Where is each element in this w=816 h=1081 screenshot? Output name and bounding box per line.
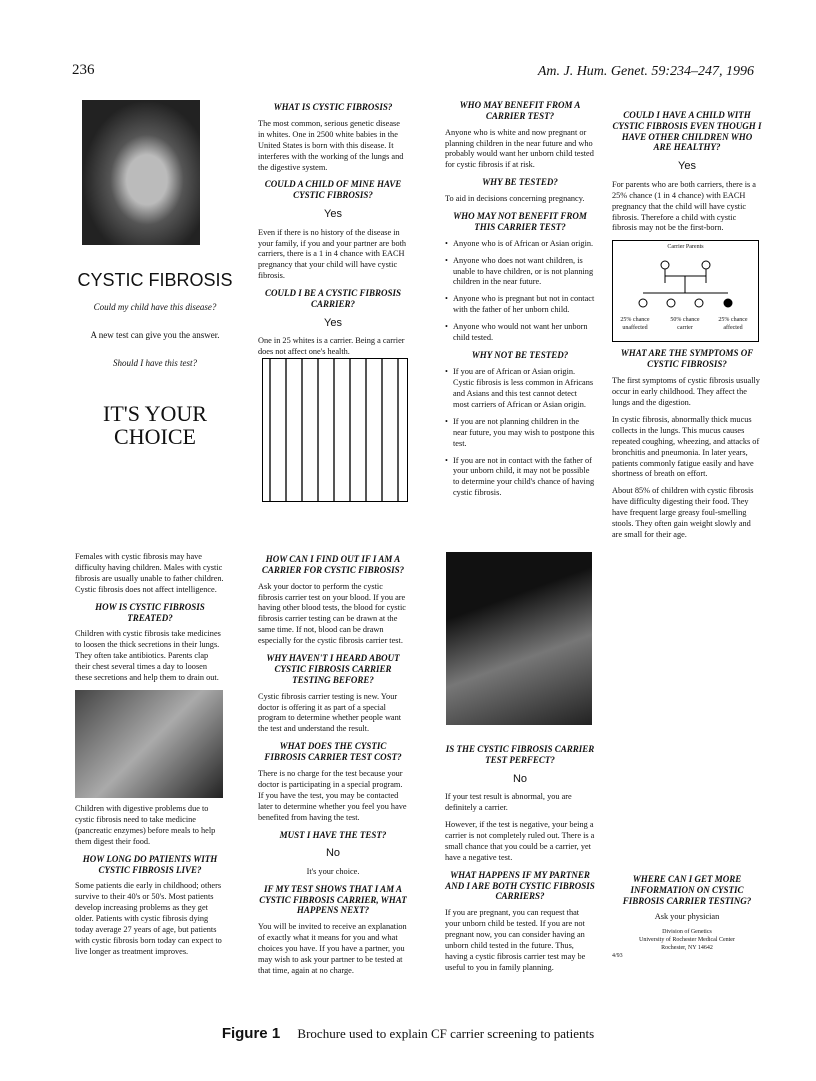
address-line: Rochester, NY 14642 xyxy=(661,945,713,952)
paragraph: About 85% of children with cystic fibrosis have difficulty digesting their food. They have frequent large greasy foul-smelling stools. They often gain weight slowly and are small for their age. xyxy=(612,486,754,540)
cover-choice xyxy=(75,402,235,448)
paragraph: It's your choice. xyxy=(306,866,360,876)
paragraph: One in 25 whites is a carrier. Being a carrier does not affect one's health. xyxy=(258,336,405,357)
paragraph: Some patients die early in childhood; others survive to their 40's or 50's. Most patients develop increasing problems as they get older. Patients with cystic fibrosis dying today average 27 years of age, but patients with cystic fibrosis born today can expect to live longer as treatment improves. xyxy=(75,881,222,956)
heading: IS THE CYSTIC FIBROSIS CARRIER TEST PERFECT? xyxy=(445,744,595,765)
page-number: 236 xyxy=(72,62,95,78)
treatment-photo xyxy=(75,690,223,798)
diagram-label-unaffected: 25% chance unaffected xyxy=(620,317,650,332)
column-2 xyxy=(258,100,408,364)
bullet: • If you are not in contact with the father of your unborn child, it may not be possible to determine your child's chance of having cystic fibrosis. xyxy=(445,456,595,500)
diagram-label-affected: 25% chance affected xyxy=(718,317,748,332)
print-code: 4/93 xyxy=(612,953,623,960)
answer: Yes xyxy=(324,208,342,221)
heading: IF MY TEST SHOWS THAT I AM A CYSTIC FIBROSIS CARRIER, WHAT HAPPENS NEXT? xyxy=(259,883,407,916)
paragraph: The first symptoms of cystic fibrosis usually occur in early childhood. They affect the lungs and the digestion. xyxy=(612,375,760,407)
paragraph: You will be invited to receive an explanation of exactly what it means for you and what choices you have. If you have a partner, you may wish to ask your partner to be tested at that time, again at no charge. xyxy=(258,922,407,976)
paragraph: Even if there is no history of the disease in your family, if you and your partner are both carriers, there is a 1 in 4 chance with EACH pregnancy that your child will have cystic fibrosis. xyxy=(258,227,407,281)
heading: WHAT DOES THE CYSTIC FIBROSIS CARRIER TEST COST? xyxy=(264,741,402,763)
paragraph: If you are pregnant, you can request that your unborn child be tested. If you are not pregnant now, you can consider having an unborn child tested in the future. Thus, having a cystic fibrosis carrier test may be useful to you in family planning. xyxy=(445,908,586,972)
bullet: • If you are not planning children in the near future, you may wish to postpone this test. xyxy=(445,417,595,450)
cover-big-1: IT'S YOUR xyxy=(103,401,207,426)
cover-big-2: CHOICE xyxy=(114,424,196,450)
heading: HOW IS CYSTIC FIBROSIS TREATED? xyxy=(95,601,205,623)
heading: WHERE CAN I GET MORE INFORMATION ON CYSTIC FIBROSIS CARRIER TESTING? xyxy=(622,874,752,906)
diagram-top-label: Carrier Parents xyxy=(667,244,704,251)
figure-caption xyxy=(0,1025,816,1042)
heading: COULD I HAVE A CHILD WITH CYSTIC FIBROSIS EVEN THOUGH I HAVE OTHER CHILDREN WHO ARE HEALTHY? xyxy=(612,110,762,153)
bullet: • Anyone who is pregnant but not in contact with the father of her unborn child. xyxy=(445,294,595,316)
inheritance-diagram xyxy=(612,240,759,342)
heading: WHY NOT BE TESTED? xyxy=(471,350,569,361)
column-4 xyxy=(612,108,762,547)
bullet: • Anyone who is of African or Asian origin. xyxy=(445,239,595,250)
heading: WHO MAY NOT BENEFIT FROM THIS CARRIER TEST? xyxy=(453,211,587,232)
column-3 xyxy=(445,98,595,505)
heading: WHY BE TESTED? xyxy=(482,177,558,188)
paragraph: For parents who are both carriers, there is a 25% chance (1 in 4 chance) with EACH pregnancy that the child will have cystic fibrosis. Therefore a child with cystic fibrosis may not be the first-born. xyxy=(612,179,756,233)
portrait-photo xyxy=(82,100,200,245)
heading: HOW LONG DO PATIENTS WITH CYSTIC FIBROSIS LIVE? xyxy=(82,853,218,875)
paragraph: If your test result is abnormal, you are definitely a carrier. xyxy=(445,792,572,813)
paragraph: Cystic fibrosis carrier testing is new. Your doctor is offering it as part of a special program to determine whether people want the test and understand the result. xyxy=(258,691,402,734)
bottom-column-4 xyxy=(612,872,762,961)
bottom-column-1 xyxy=(75,552,225,964)
paragraph: Anyone who is white and now pregnant or planning children in the near future and who probably would want her unborn child tested for cystic fibrosis if at risk. xyxy=(445,127,594,170)
heading: COULD I BE A CYSTIC FIBROSIS CARRIER? xyxy=(265,288,401,310)
bottom-column-2 xyxy=(258,552,408,983)
cover-title: CYSTIC FIBROSIS xyxy=(77,270,233,290)
heading: HOW CAN I FIND OUT IF I AM A CARRIER FOR CYSTIC FIBROSIS? xyxy=(261,554,405,575)
answer: No xyxy=(512,772,528,785)
answer: Yes xyxy=(324,316,342,329)
heading: COULD A CHILD OF MINE HAVE CYSTIC FIBROSIS? xyxy=(264,179,402,201)
address-line: University of Rochester Medical Center xyxy=(639,937,735,944)
paragraph: However, if the test is negative, your being a carrier is not completely ruled out. There is a small chance that you could be a carrier, yet have a negative test. xyxy=(445,819,595,862)
cover-question-1: Could my child have this disease? xyxy=(93,302,217,312)
paragraph: Ask your doctor to perform the cystic fibrosis carrier test on your blood. If you are having other blood tests, the blood for cystic fibrosis carrier testing can be drawn at the same time. If not, blood can be drawn especially for the cystic fibrosis carrier test. xyxy=(258,581,406,646)
cover-line-2: A new test can give you the answer. xyxy=(90,330,220,340)
paragraph: Ask your physician xyxy=(654,912,720,922)
heading: WHAT ARE THE SYMPTOMS OF CYSTIC FIBROSIS? xyxy=(620,348,754,370)
paragraph: Children with digestive problems due to cystic fibrosis need to take medicine (pancreatic enzymes) before meals to help them digest their food. xyxy=(75,804,216,846)
paragraph: There is no charge for the test because your doctor is participating in a special program. If you have the test, you may be contacted later to determine whether you feel you have benefited from having the test. xyxy=(258,768,407,822)
heading: WHY HAVEN'T I HEARD ABOUT CYSTIC FIBROSIS CARRIER TESTING BEFORE? xyxy=(266,653,400,685)
heading: MUST I HAVE THE TEST? xyxy=(279,829,387,840)
paragraph: To aid in decisions concerning pregnancy. xyxy=(445,194,585,204)
heading: WHO MAY BENEFIT FROM A CARRIER TEST? xyxy=(459,100,581,121)
heading: WHAT IS CYSTIC FIBROSIS? xyxy=(273,102,393,112)
paragraph: Children with cystic fibrosis take medicines to loosen the thick secretions in their lungs. They often take antibiotics. Parents clap their chest several times a day to loosen these secretions and help them to drain out. xyxy=(75,629,221,683)
paragraph: Females with cystic fibrosis may have difficulty having children. Males with cystic fibrosis are usually unable to father children. Cystic fibrosis does not affect intelligence. xyxy=(75,552,224,594)
carrier-figures-image xyxy=(262,358,408,502)
bullet: • If you are of African or Asian origin. Cystic fibrosis is less common in Africans and Asians and this test cannot detect most carriers of African or Asian origin. xyxy=(445,367,595,411)
lab-photo xyxy=(446,552,592,725)
bullet: • Anyone who would not want her unborn child tested. xyxy=(445,322,595,344)
bottom-column-3 xyxy=(445,742,595,980)
bullet: • Anyone who does not want children, is unable to have children, or is not planning children in the near future. xyxy=(445,256,595,289)
figure-caption-text: Brochure used to explain CF carrier screening to patients xyxy=(297,1026,595,1041)
figure-label: Figure 1 xyxy=(221,1025,281,1042)
paragraph: The most common, serious genetic disease in whites. One in 2500 white babies in the United States is born with this disease. It interferes with the working of the lungs and the digestive system. xyxy=(258,118,404,172)
diagram-label-carrier: 50% chance carrier xyxy=(670,317,700,332)
paragraph: In cystic fibrosis, abnormally thick mucus collects in the lungs. This mucus causes repeated coughing, wheezing, and attacks of bronchitis and pneumonia. In later years, patients commonly fatigue easily and have shortness of breath on effort. xyxy=(612,414,760,479)
address-line: Division of Genetics xyxy=(662,929,712,936)
journal-citation: Am. J. Hum. Genet. 59:234–247, 1996 xyxy=(537,64,754,79)
heading: WHAT HAPPENS IF MY PARTNER AND I ARE BOTH CYSTIC FIBROSIS CARRIERS? xyxy=(445,869,595,902)
cover-question-2: Should I have this test? xyxy=(113,358,197,368)
answer: No xyxy=(325,847,341,860)
answer: Yes xyxy=(678,160,696,173)
